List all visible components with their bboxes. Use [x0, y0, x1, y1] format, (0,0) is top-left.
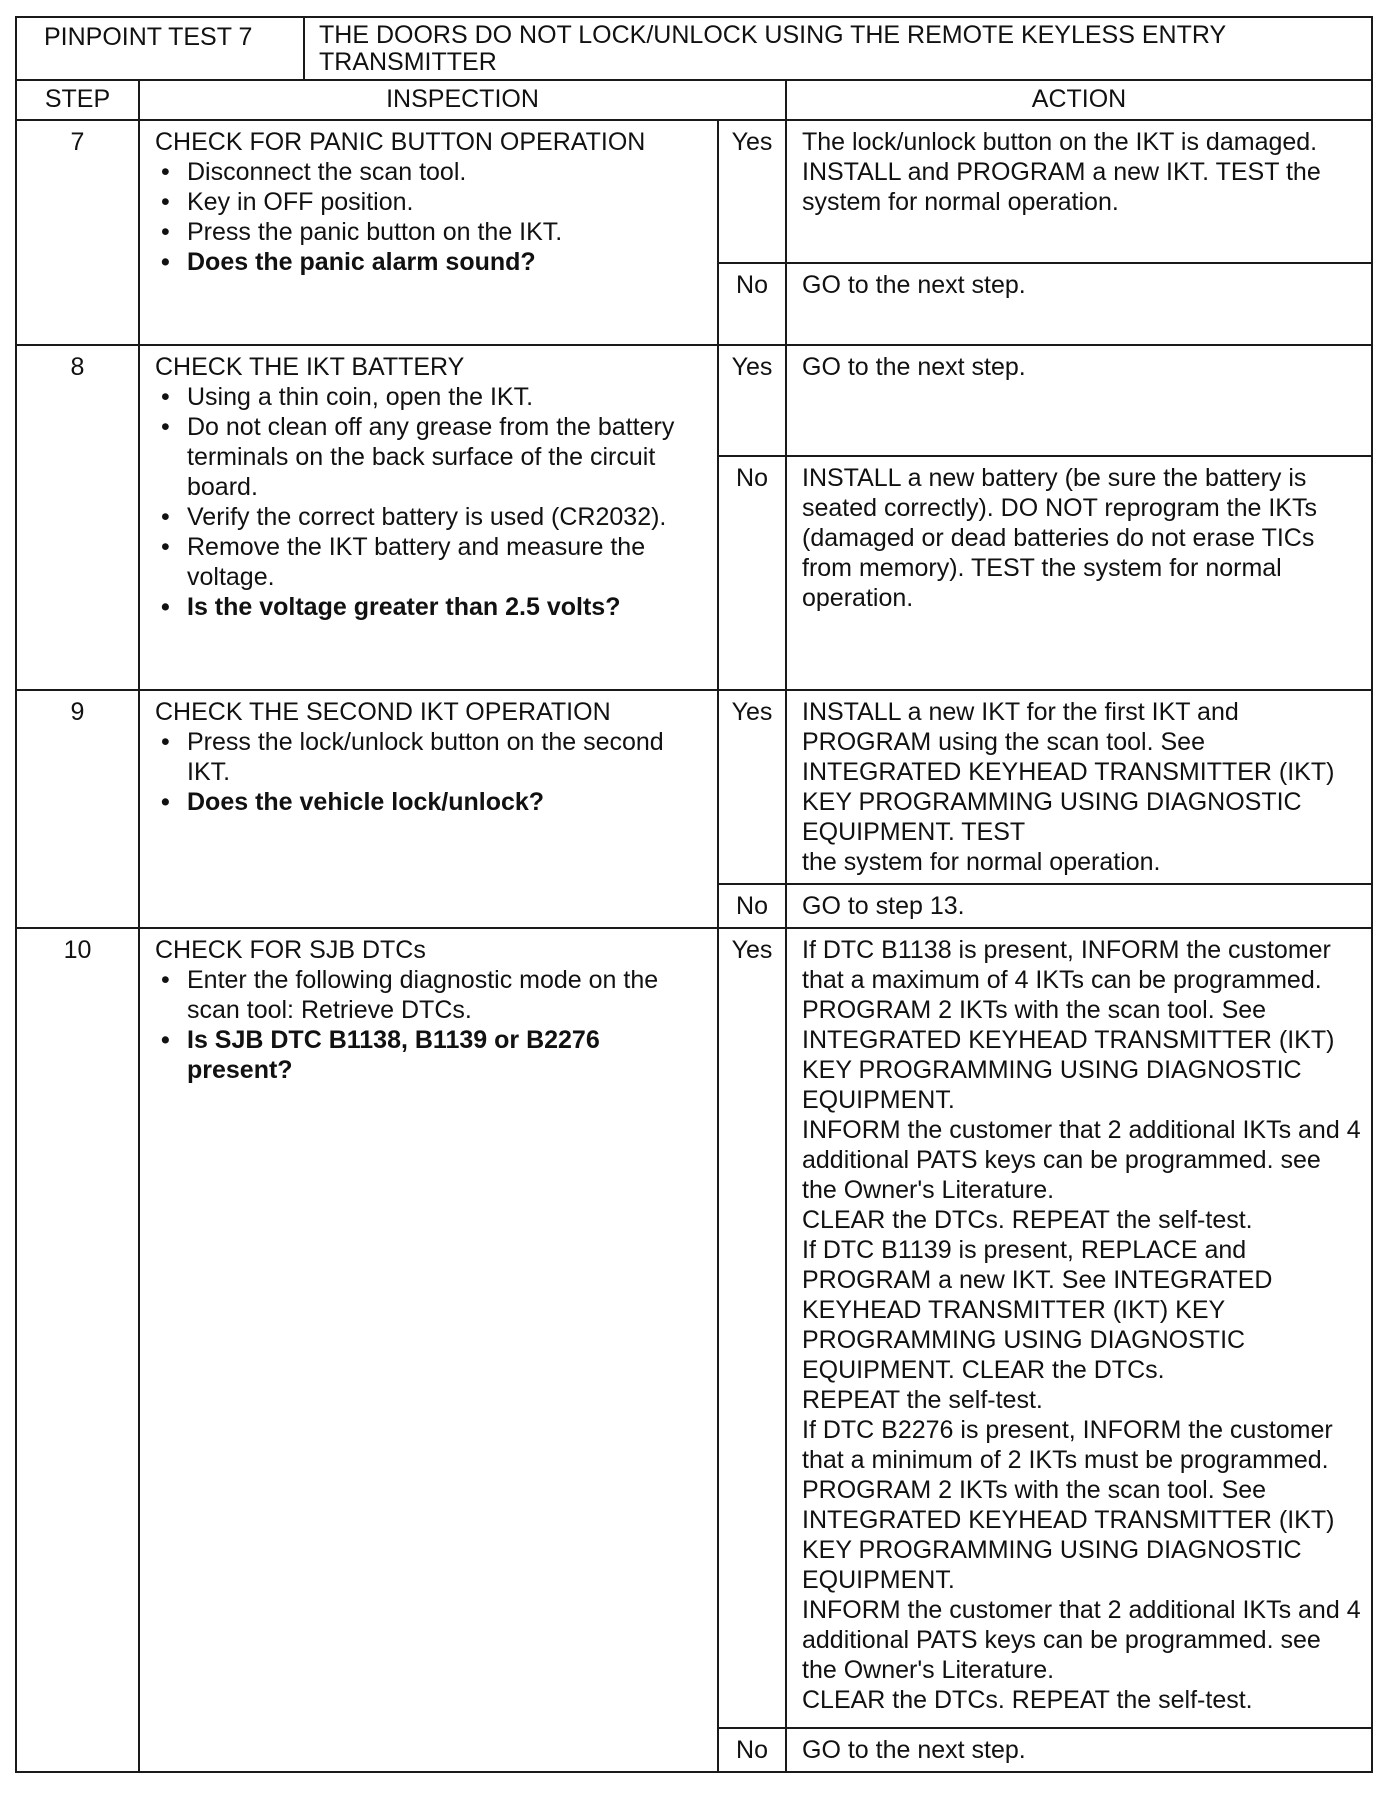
inspection-title: CHECK FOR PANIC BUTTON OPERATION — [155, 128, 646, 156]
step-number: 9 — [16, 690, 139, 928]
no-label: No — [718, 456, 786, 690]
step-row — [16, 345, 1372, 456]
inspection-cell — [139, 345, 718, 690]
column-header-row — [16, 80, 1372, 120]
yes-label: Yes — [718, 928, 786, 1728]
inspection-title: CHECK FOR SJB DTCs — [155, 936, 426, 964]
inspection-item: • Verify the correct battery is used (CR2032). — [155, 502, 703, 532]
pinpoint-test-title: THE DOORS DO NOT LOCK/UNLOCK USING THE REMOTE KEYLESS ENTRY TRANSMITTER — [304, 17, 1372, 80]
yes-label: Yes — [718, 690, 786, 884]
yes-label: Yes — [718, 345, 786, 456]
no-label: No — [718, 884, 786, 928]
inspection-item: • Using a thin coin, open the IKT. — [155, 382, 703, 412]
action-line: CLEAR the DTCs. REPEAT the self-test. — [802, 1206, 1253, 1234]
inspection-item: • Key in OFF position. — [155, 187, 703, 217]
inspection-list — [155, 727, 703, 817]
step-row — [16, 120, 1372, 263]
inspection-cell — [139, 928, 718, 1772]
inspection-cell — [139, 690, 718, 928]
action-column-header: ACTION — [786, 80, 1372, 120]
no-action: GO to the next step. — [786, 1728, 1372, 1772]
inspection-cell — [139, 120, 718, 345]
no-label: No — [718, 263, 786, 345]
inspection-question: • Is the voltage greater than 2.5 volts? — [155, 592, 703, 622]
yes-action: GO to the next step. — [786, 345, 1372, 456]
action-line: REPEAT the self-test. — [802, 1386, 1043, 1414]
action-line: INFORM the customer that 2 additional IKTs and 4 additional PATS keys can be programmed. see the Owner's Literature. — [802, 1116, 1361, 1204]
inspection-question: • Does the vehicle lock/unlock? — [155, 787, 703, 817]
yes-action — [786, 690, 1372, 884]
action-line: CLEAR the DTCs. REPEAT the self-test. — [802, 1686, 1253, 1714]
yes-action: The lock/unlock button on the IKT is damaged. INSTALL and PROGRAM a new IKT. TEST the system for normal operation. — [786, 120, 1372, 263]
table-header-row — [16, 17, 1372, 80]
yes-label: Yes — [718, 120, 786, 263]
action-line: If DTC B1138 is present, INFORM the customer that a maximum of 4 IKTs can be programmed. PROGRAM 2 IKTs with the scan tool. See INTEGRATED KEYHEAD TRANSMITTER (IKT) KEY PROGRAMMING USING DIAGNOSTIC EQUIPMENT. — [802, 936, 1335, 1114]
no-label: No — [718, 1728, 786, 1772]
pinpoint-test-table — [15, 16, 1373, 1773]
action-line: INFORM the customer that 2 additional IKTs and 4 additional PATS keys can be programmed. see the Owner's Literature. — [802, 1596, 1361, 1684]
action-line: If DTC B1139 is present, REPLACE and PROGRAM a new IKT. See INTEGRATED KEYHEAD TRANSMITTER (IKT) KEY PROGRAMMING USING DIAGNOSTIC EQUIPMENT. CLEAR the DTCs. — [802, 1236, 1273, 1384]
inspection-question: • Is SJB DTC B1138, B1139 or B2276 present? — [155, 1025, 703, 1085]
inspection-item: • Disconnect the scan tool. — [155, 157, 703, 187]
inspection-title: CHECK THE IKT BATTERY — [155, 353, 465, 381]
inspection-list — [155, 382, 703, 622]
pinpoint-test-label: PINPOINT TEST 7 — [16, 17, 304, 80]
inspection-column-header: INSPECTION — [139, 80, 786, 120]
no-action: INSTALL a new battery (be sure the battery is seated correctly). DO NOT reprogram the IKTs (damaged or dead batteries do not erase TICs from memory). TEST the system for normal operation. — [786, 456, 1372, 690]
yes-action — [786, 928, 1372, 1728]
inspection-title: CHECK THE SECOND IKT OPERATION — [155, 698, 611, 726]
inspection-item: • Enter the following diagnostic mode on the scan tool: Retrieve DTCs. — [155, 965, 703, 1025]
inspection-item: • Press the lock/unlock button on the second IKT. — [155, 727, 703, 787]
inspection-item: • Remove the IKT battery and measure the voltage. — [155, 532, 703, 592]
step-number: 7 — [16, 120, 139, 345]
inspection-question: • Does the panic alarm sound? — [155, 247, 703, 277]
no-action: GO to step 13. — [786, 884, 1372, 928]
inspection-item: • Press the panic button on the IKT. — [155, 217, 703, 247]
action-line: If DTC B2276 is present, INFORM the customer that a minimum of 2 IKTs must be programmed. PROGRAM 2 IKTs with the scan tool. See INTEGRATED KEYHEAD TRANSMITTER (IKT) KEY PROGRAMMING USING DIAGNOSTIC EQUIPMENT. — [802, 1416, 1335, 1594]
no-action: GO to the next step. — [786, 263, 1372, 345]
inspection-list — [155, 965, 703, 1085]
step-row — [16, 928, 1372, 1728]
inspection-list — [155, 157, 703, 277]
action-line: the system for normal operation. — [802, 848, 1161, 876]
step-row — [16, 690, 1372, 884]
step-number: 8 — [16, 345, 139, 690]
action-line: INSTALL a new IKT for the first IKT and PROGRAM using the scan tool. See INTEGRATED KEYHEAD TRANSMITTER (IKT) KEY PROGRAMMING USING DIAGNOSTIC EQUIPMENT. TEST — [802, 698, 1335, 846]
inspection-item: • Do not clean off any grease from the battery terminals on the back surface of the circuit board. — [155, 412, 703, 502]
step-column-header: STEP — [16, 80, 139, 120]
step-number: 10 — [16, 928, 139, 1772]
